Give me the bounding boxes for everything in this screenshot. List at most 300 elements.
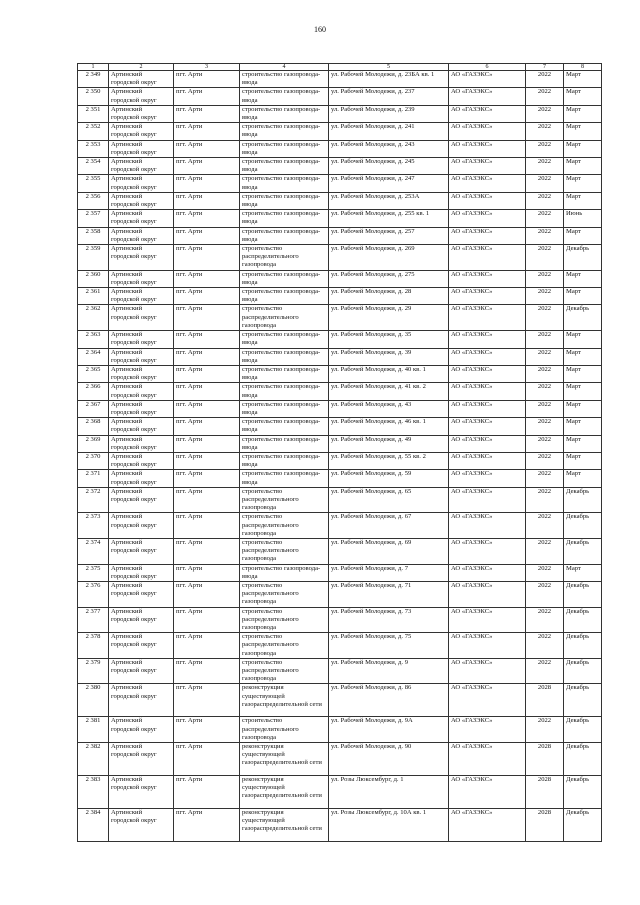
settlement-cell: пгт. Арти bbox=[174, 71, 240, 88]
address-cell: ул. Рабочей Молодежи, д. 275 bbox=[329, 270, 449, 287]
address-cell: ул. Рабочей Молодежи, д. 39 bbox=[329, 348, 449, 365]
address-cell: ул. Рабочей Молодежи, д. 257 bbox=[329, 227, 449, 244]
settlement-cell: пгт. Арти bbox=[174, 140, 240, 157]
address-cell: ул. Рабочей Молодежи, д. 28 bbox=[329, 288, 449, 305]
month-cell: Декабрь bbox=[564, 513, 602, 539]
settlement-cell: пгт. Арти bbox=[174, 658, 240, 684]
district-cell: Артинский городской округ bbox=[109, 140, 174, 157]
work-type-cell: строительство газопровода-ввода bbox=[240, 270, 329, 287]
month-cell: Март bbox=[564, 365, 602, 382]
table-row bbox=[78, 418, 602, 435]
organization-cell: АО «ГАЗЭКС» bbox=[449, 400, 526, 417]
row-number: 2 357 bbox=[78, 210, 109, 227]
district-cell: Артинский городской округ bbox=[109, 581, 174, 607]
work-type-cell: строительство газопровода-ввода bbox=[240, 158, 329, 175]
year-cell: 2022 bbox=[526, 564, 564, 581]
table-body bbox=[78, 64, 602, 842]
address-cell: ул. Розы Люксембург, д. 10А кв. 1 bbox=[329, 809, 449, 842]
settlement-cell: пгт. Арти bbox=[174, 418, 240, 435]
organization-cell: АО «ГАЗЭКС» bbox=[449, 270, 526, 287]
work-type-cell: строительство газопровода-ввода bbox=[240, 331, 329, 348]
address-cell: ул. Рабочей Молодежи, д. 239 bbox=[329, 105, 449, 122]
district-cell: Артинский городской округ bbox=[109, 192, 174, 209]
settlement-cell: пгт. Арти bbox=[174, 435, 240, 452]
row-number: 2 370 bbox=[78, 452, 109, 469]
district-cell: Артинский городской округ bbox=[109, 71, 174, 88]
month-cell: Декабрь bbox=[564, 581, 602, 607]
district-cell: Артинский городской округ bbox=[109, 175, 174, 192]
address-cell: ул. Рабочей Молодежи, д. 241 bbox=[329, 123, 449, 140]
row-number: 2 373 bbox=[78, 513, 109, 539]
settlement-cell: пгт. Арти bbox=[174, 776, 240, 809]
row-number: 2 371 bbox=[78, 470, 109, 487]
table-row bbox=[78, 684, 602, 717]
settlement-cell: пгт. Арти bbox=[174, 684, 240, 717]
work-type-cell: реконструкция существующей газораспределительной сети bbox=[240, 776, 329, 809]
organization-cell: АО «ГАЗЭКС» bbox=[449, 288, 526, 305]
district-cell: Артинский городской округ bbox=[109, 717, 174, 743]
organization-cell: АО «ГАЗЭКС» bbox=[449, 607, 526, 633]
organization-cell: АО «ГАЗЭКС» bbox=[449, 581, 526, 607]
district-cell: Артинский городской округ bbox=[109, 227, 174, 244]
row-number: 2 354 bbox=[78, 158, 109, 175]
table-row bbox=[78, 487, 602, 513]
organization-cell: АО «ГАЗЭКС» bbox=[449, 776, 526, 809]
table-row bbox=[78, 331, 602, 348]
district-cell: Артинский городской округ bbox=[109, 658, 174, 684]
organization-cell: АО «ГАЗЭКС» bbox=[449, 452, 526, 469]
address-cell: ул. Рабочей Молодежи, д. 65 bbox=[329, 487, 449, 513]
month-cell: Март bbox=[564, 123, 602, 140]
month-cell: Март bbox=[564, 288, 602, 305]
table-row bbox=[78, 227, 602, 244]
table-row bbox=[78, 513, 602, 539]
work-type-cell: строительство распределительного газопровода bbox=[240, 305, 329, 331]
organization-cell: АО «ГАЗЭКС» bbox=[449, 348, 526, 365]
table-row bbox=[78, 305, 602, 331]
column-number-5: 5 bbox=[329, 64, 449, 71]
row-number: 2 358 bbox=[78, 227, 109, 244]
table-row bbox=[78, 175, 602, 192]
year-cell: 2022 bbox=[526, 270, 564, 287]
row-number: 2 356 bbox=[78, 192, 109, 209]
month-cell: Декабрь bbox=[564, 809, 602, 842]
year-cell: 2022 bbox=[526, 581, 564, 607]
district-cell: Артинский городской округ bbox=[109, 809, 174, 842]
row-number: 2 369 bbox=[78, 435, 109, 452]
year-cell: 2022 bbox=[526, 383, 564, 400]
row-number: 2 360 bbox=[78, 270, 109, 287]
table-row bbox=[78, 538, 602, 564]
work-type-cell: строительство газопровода-ввода bbox=[240, 71, 329, 88]
organization-cell: АО «ГАЗЭКС» bbox=[449, 743, 526, 776]
month-cell: Март bbox=[564, 400, 602, 417]
table-row bbox=[78, 270, 602, 287]
year-cell: 2022 bbox=[526, 538, 564, 564]
work-type-cell: строительство газопровода-ввода bbox=[240, 470, 329, 487]
organization-cell: АО «ГАЗЭКС» bbox=[449, 658, 526, 684]
month-cell: Март bbox=[564, 348, 602, 365]
organization-cell: АО «ГАЗЭКС» bbox=[449, 809, 526, 842]
district-cell: Артинский городской округ bbox=[109, 418, 174, 435]
address-cell: ул. Рабочей Молодежи, д. 49 bbox=[329, 435, 449, 452]
work-type-cell: строительство газопровода-ввода bbox=[240, 288, 329, 305]
work-type-cell: строительство газопровода-ввода bbox=[240, 123, 329, 140]
month-cell: Декабрь bbox=[564, 538, 602, 564]
organization-cell: АО «ГАЗЭКС» bbox=[449, 513, 526, 539]
month-cell: Март bbox=[564, 227, 602, 244]
address-cell: ул. Рабочей Молодежи, д. 73 bbox=[329, 607, 449, 633]
work-type-cell: строительство газопровода-ввода bbox=[240, 400, 329, 417]
address-cell: ул. Рабочей Молодежи, д. 253А bbox=[329, 192, 449, 209]
organization-cell: АО «ГАЗЭКС» bbox=[449, 435, 526, 452]
table-row bbox=[78, 365, 602, 382]
work-type-cell: строительство газопровода-ввода bbox=[240, 452, 329, 469]
year-cell: 2022 bbox=[526, 288, 564, 305]
year-cell: 2022 bbox=[526, 192, 564, 209]
year-cell: 2022 bbox=[526, 348, 564, 365]
column-number-row bbox=[78, 64, 602, 71]
row-number: 2 366 bbox=[78, 383, 109, 400]
address-cell: ул. Рабочей Молодежи, д. 237 bbox=[329, 88, 449, 105]
row-number: 2 368 bbox=[78, 418, 109, 435]
district-cell: Артинский городской округ bbox=[109, 88, 174, 105]
settlement-cell: пгт. Арти bbox=[174, 175, 240, 192]
row-number: 2 379 bbox=[78, 658, 109, 684]
settlement-cell: пгт. Арти bbox=[174, 210, 240, 227]
settlement-cell: пгт. Арти bbox=[174, 452, 240, 469]
work-type-cell: строительство газопровода-ввода bbox=[240, 105, 329, 122]
district-cell: Артинский городской округ bbox=[109, 487, 174, 513]
address-cell: ул. Рабочей Молодежи, д. 67 bbox=[329, 513, 449, 539]
row-number: 2 374 bbox=[78, 538, 109, 564]
settlement-cell: пгт. Арти bbox=[174, 288, 240, 305]
district-cell: Артинский городской округ bbox=[109, 305, 174, 331]
work-type-cell: строительство распределительного газопровода bbox=[240, 607, 329, 633]
settlement-cell: пгт. Арти bbox=[174, 470, 240, 487]
month-cell: Март bbox=[564, 331, 602, 348]
settlement-cell: пгт. Арти bbox=[174, 538, 240, 564]
address-cell: ул. Рабочей Молодежи, д. 9А bbox=[329, 717, 449, 743]
month-cell: Март bbox=[564, 470, 602, 487]
month-cell: Декабрь bbox=[564, 776, 602, 809]
year-cell: 2022 bbox=[526, 452, 564, 469]
table-row bbox=[78, 633, 602, 659]
organization-cell: АО «ГАЗЭКС» bbox=[449, 210, 526, 227]
table-row bbox=[78, 192, 602, 209]
district-cell: Артинский городской округ bbox=[109, 158, 174, 175]
address-cell: ул. Рабочей Молодежи, д. 71 bbox=[329, 581, 449, 607]
work-type-cell: строительство распределительного газопровода bbox=[240, 513, 329, 539]
organization-cell: АО «ГАЗЭКС» bbox=[449, 717, 526, 743]
address-cell: ул. Рабочей Молодежи, д. 23БА кв. 1 bbox=[329, 71, 449, 88]
month-cell: Март bbox=[564, 140, 602, 157]
district-cell: Артинский городской округ bbox=[109, 400, 174, 417]
work-type-cell: строительство газопровода-ввода bbox=[240, 175, 329, 192]
month-cell: Март bbox=[564, 175, 602, 192]
month-cell: Декабрь bbox=[564, 487, 602, 513]
district-cell: Артинский городской округ bbox=[109, 123, 174, 140]
month-cell: Декабрь bbox=[564, 633, 602, 659]
year-cell: 2028 bbox=[526, 684, 564, 717]
table-row bbox=[78, 158, 602, 175]
district-cell: Артинский городской округ bbox=[109, 452, 174, 469]
organization-cell: АО «ГАЗЭКС» bbox=[449, 305, 526, 331]
district-cell: Артинский городской округ bbox=[109, 105, 174, 122]
district-cell: Артинский городской округ bbox=[109, 470, 174, 487]
organization-cell: АО «ГАЗЭКС» bbox=[449, 105, 526, 122]
district-cell: Артинский городской округ bbox=[109, 513, 174, 539]
table-row bbox=[78, 71, 602, 88]
row-number: 2 375 bbox=[78, 564, 109, 581]
table-row bbox=[78, 348, 602, 365]
district-cell: Артинский городской округ bbox=[109, 607, 174, 633]
address-cell: ул. Рабочей Молодежи, д. 59 bbox=[329, 470, 449, 487]
settlement-cell: пгт. Арти bbox=[174, 581, 240, 607]
row-number: 2 352 bbox=[78, 123, 109, 140]
month-cell: Декабрь bbox=[564, 717, 602, 743]
organization-cell: АО «ГАЗЭКС» bbox=[449, 684, 526, 717]
month-cell: Март bbox=[564, 192, 602, 209]
year-cell: 2022 bbox=[526, 435, 564, 452]
year-cell: 2022 bbox=[526, 487, 564, 513]
organization-cell: АО «ГАЗЭКС» bbox=[449, 331, 526, 348]
year-cell: 2028 bbox=[526, 743, 564, 776]
table-row bbox=[78, 564, 602, 581]
month-cell: Март bbox=[564, 88, 602, 105]
settlement-cell: пгт. Арти bbox=[174, 743, 240, 776]
year-cell: 2022 bbox=[526, 658, 564, 684]
year-cell: 2022 bbox=[526, 607, 564, 633]
year-cell: 2022 bbox=[526, 400, 564, 417]
organization-cell: АО «ГАЗЭКС» bbox=[449, 88, 526, 105]
year-cell: 2022 bbox=[526, 71, 564, 88]
organization-cell: АО «ГАЗЭКС» bbox=[449, 140, 526, 157]
work-type-cell: строительство газопровода-ввода bbox=[240, 435, 329, 452]
year-cell: 2022 bbox=[526, 513, 564, 539]
work-type-cell: строительство распределительного газопровода bbox=[240, 633, 329, 659]
work-type-cell: реконструкция существующей газораспределительной сети bbox=[240, 809, 329, 842]
month-cell: Декабрь bbox=[564, 245, 602, 271]
row-number: 2 353 bbox=[78, 140, 109, 157]
settlement-cell: пгт. Арти bbox=[174, 270, 240, 287]
district-cell: Артинский городской округ bbox=[109, 435, 174, 452]
month-cell: Март bbox=[564, 418, 602, 435]
table-row bbox=[78, 210, 602, 227]
column-number-6: 6 bbox=[449, 64, 526, 71]
row-number: 2 359 bbox=[78, 245, 109, 271]
year-cell: 2022 bbox=[526, 470, 564, 487]
address-cell: ул. Рабочей Молодежи, д. 29 bbox=[329, 305, 449, 331]
year-cell: 2022 bbox=[526, 227, 564, 244]
district-cell: Артинский городской округ bbox=[109, 365, 174, 382]
address-cell: ул. Рабочей Молодежи, д. 245 bbox=[329, 158, 449, 175]
address-cell: ул. Рабочей Молодежи, д. 43 bbox=[329, 400, 449, 417]
settlement-cell: пгт. Арти bbox=[174, 88, 240, 105]
month-cell: Декабрь bbox=[564, 658, 602, 684]
row-number: 2 351 bbox=[78, 105, 109, 122]
row-number: 2 350 bbox=[78, 88, 109, 105]
table-row bbox=[78, 658, 602, 684]
settlement-cell: пгт. Арти bbox=[174, 123, 240, 140]
settlement-cell: пгт. Арти bbox=[174, 717, 240, 743]
table-row bbox=[78, 776, 602, 809]
month-cell: Март bbox=[564, 105, 602, 122]
work-type-cell: строительство газопровода-ввода bbox=[240, 88, 329, 105]
row-number: 2 383 bbox=[78, 776, 109, 809]
district-cell: Артинский городской округ bbox=[109, 684, 174, 717]
column-number-3: 3 bbox=[174, 64, 240, 71]
settlement-cell: пгт. Арти bbox=[174, 809, 240, 842]
work-type-cell: строительство газопровода-ввода bbox=[240, 418, 329, 435]
year-cell: 2022 bbox=[526, 633, 564, 659]
organization-cell: АО «ГАЗЭКС» bbox=[449, 192, 526, 209]
works-table bbox=[77, 63, 602, 842]
district-cell: Артинский городской округ bbox=[109, 288, 174, 305]
month-cell: Декабрь bbox=[564, 684, 602, 717]
district-cell: Артинский городской округ bbox=[109, 270, 174, 287]
work-type-cell: строительство газопровода-ввода bbox=[240, 365, 329, 382]
row-number: 2 377 bbox=[78, 607, 109, 633]
month-cell: Март bbox=[564, 270, 602, 287]
settlement-cell: пгт. Арти bbox=[174, 513, 240, 539]
month-cell: Март bbox=[564, 383, 602, 400]
table-row bbox=[78, 452, 602, 469]
organization-cell: АО «ГАЗЭКС» bbox=[449, 71, 526, 88]
year-cell: 2022 bbox=[526, 210, 564, 227]
settlement-cell: пгт. Арти bbox=[174, 192, 240, 209]
district-cell: Артинский городской округ bbox=[109, 348, 174, 365]
address-cell: ул. Рабочей Молодежи, д. 46 кв. 1 bbox=[329, 418, 449, 435]
column-number-1: 1 bbox=[78, 64, 109, 71]
work-type-cell: строительство распределительного газопровода bbox=[240, 538, 329, 564]
table-row bbox=[78, 435, 602, 452]
address-cell: ул. Рабочей Молодежи, д. 75 bbox=[329, 633, 449, 659]
month-cell: Декабрь bbox=[564, 607, 602, 633]
address-cell: ул. Рабочей Молодежи, д. 90 bbox=[329, 743, 449, 776]
district-cell: Артинский городской округ bbox=[109, 743, 174, 776]
address-cell: ул. Розы Люксембург, д. 1 bbox=[329, 776, 449, 809]
table-row bbox=[78, 123, 602, 140]
year-cell: 2022 bbox=[526, 305, 564, 331]
organization-cell: АО «ГАЗЭКС» bbox=[449, 383, 526, 400]
organization-cell: АО «ГАЗЭКС» bbox=[449, 123, 526, 140]
row-number: 2 362 bbox=[78, 305, 109, 331]
row-number: 2 365 bbox=[78, 365, 109, 382]
district-cell: Артинский городской округ bbox=[109, 776, 174, 809]
address-cell: ул. Рабочей Молодежи, д. 86 bbox=[329, 684, 449, 717]
district-cell: Артинский городской округ bbox=[109, 383, 174, 400]
work-type-cell: строительство газопровода-ввода bbox=[240, 348, 329, 365]
year-cell: 2028 bbox=[526, 809, 564, 842]
row-number: 2 363 bbox=[78, 331, 109, 348]
row-number: 2 380 bbox=[78, 684, 109, 717]
settlement-cell: пгт. Арти bbox=[174, 227, 240, 244]
settlement-cell: пгт. Арти bbox=[174, 487, 240, 513]
table-row bbox=[78, 717, 602, 743]
organization-cell: АО «ГАЗЭКС» bbox=[449, 245, 526, 271]
work-type-cell: строительство газопровода-ввода bbox=[240, 383, 329, 400]
settlement-cell: пгт. Арти bbox=[174, 633, 240, 659]
row-number: 2 361 bbox=[78, 288, 109, 305]
table-row bbox=[78, 743, 602, 776]
organization-cell: АО «ГАЗЭКС» bbox=[449, 470, 526, 487]
row-number: 2 372 bbox=[78, 487, 109, 513]
year-cell: 2022 bbox=[526, 365, 564, 382]
district-cell: Артинский городской округ bbox=[109, 564, 174, 581]
settlement-cell: пгт. Арти bbox=[174, 365, 240, 382]
organization-cell: АО «ГАЗЭКС» bbox=[449, 633, 526, 659]
month-cell: Март bbox=[564, 435, 602, 452]
work-type-cell: строительство газопровода-ввода bbox=[240, 210, 329, 227]
column-number-4: 4 bbox=[240, 64, 329, 71]
work-type-cell: реконструкция существующей газораспределительной сети bbox=[240, 684, 329, 717]
year-cell: 2022 bbox=[526, 158, 564, 175]
row-number: 2 349 bbox=[78, 71, 109, 88]
table-row bbox=[78, 245, 602, 271]
work-type-cell: строительство газопровода-ввода bbox=[240, 564, 329, 581]
table-row bbox=[78, 105, 602, 122]
table-row bbox=[78, 288, 602, 305]
address-cell: ул. Рабочей Молодежи, д. 69 bbox=[329, 538, 449, 564]
year-cell: 2022 bbox=[526, 418, 564, 435]
month-cell: Июнь bbox=[564, 210, 602, 227]
year-cell: 2022 bbox=[526, 105, 564, 122]
row-number: 2 355 bbox=[78, 175, 109, 192]
organization-cell: АО «ГАЗЭКС» bbox=[449, 365, 526, 382]
address-cell: ул. Рабочей Молодежи, д. 9 bbox=[329, 658, 449, 684]
month-cell: Декабрь bbox=[564, 305, 602, 331]
district-cell: Артинский городской округ bbox=[109, 538, 174, 564]
column-number-2: 2 bbox=[109, 64, 174, 71]
address-cell: ул. Рабочей Молодежи, д. 243 bbox=[329, 140, 449, 157]
work-type-cell: строительство распределительного газопровода bbox=[240, 717, 329, 743]
work-type-cell: строительство распределительного газопровода bbox=[240, 658, 329, 684]
year-cell: 2022 bbox=[526, 140, 564, 157]
year-cell: 2022 bbox=[526, 88, 564, 105]
district-cell: Артинский городской округ bbox=[109, 633, 174, 659]
year-cell: 2022 bbox=[526, 245, 564, 271]
month-cell: Март bbox=[564, 564, 602, 581]
row-number: 2 376 bbox=[78, 581, 109, 607]
address-cell: ул. Рабочей Молодежи, д. 40 кв. 1 bbox=[329, 365, 449, 382]
table-row bbox=[78, 470, 602, 487]
address-cell: ул. Рабочей Молодежи, д. 269 bbox=[329, 245, 449, 271]
row-number: 2 367 bbox=[78, 400, 109, 417]
year-cell: 2022 bbox=[526, 175, 564, 192]
settlement-cell: пгт. Арти bbox=[174, 305, 240, 331]
page-number: 160 bbox=[314, 25, 326, 34]
settlement-cell: пгт. Арти bbox=[174, 564, 240, 581]
work-type-cell: строительство газопровода-ввода bbox=[240, 192, 329, 209]
table-row bbox=[78, 809, 602, 842]
district-cell: Артинский городской округ bbox=[109, 210, 174, 227]
row-number: 2 381 bbox=[78, 717, 109, 743]
month-cell: Март bbox=[564, 452, 602, 469]
organization-cell: АО «ГАЗЭКС» bbox=[449, 158, 526, 175]
row-number: 2 384 bbox=[78, 809, 109, 842]
address-cell: ул. Рабочей Молодежи, д. 7 bbox=[329, 564, 449, 581]
table-row bbox=[78, 88, 602, 105]
row-number: 2 364 bbox=[78, 348, 109, 365]
address-cell: ул. Рабочей Молодежи, д. 41 кв. 2 bbox=[329, 383, 449, 400]
settlement-cell: пгт. Арти bbox=[174, 105, 240, 122]
district-cell: Артинский городской округ bbox=[109, 245, 174, 271]
settlement-cell: пгт. Арти bbox=[174, 348, 240, 365]
organization-cell: АО «ГАЗЭКС» bbox=[449, 538, 526, 564]
organization-cell: АО «ГАЗЭКС» bbox=[449, 227, 526, 244]
settlement-cell: пгт. Арти bbox=[174, 331, 240, 348]
